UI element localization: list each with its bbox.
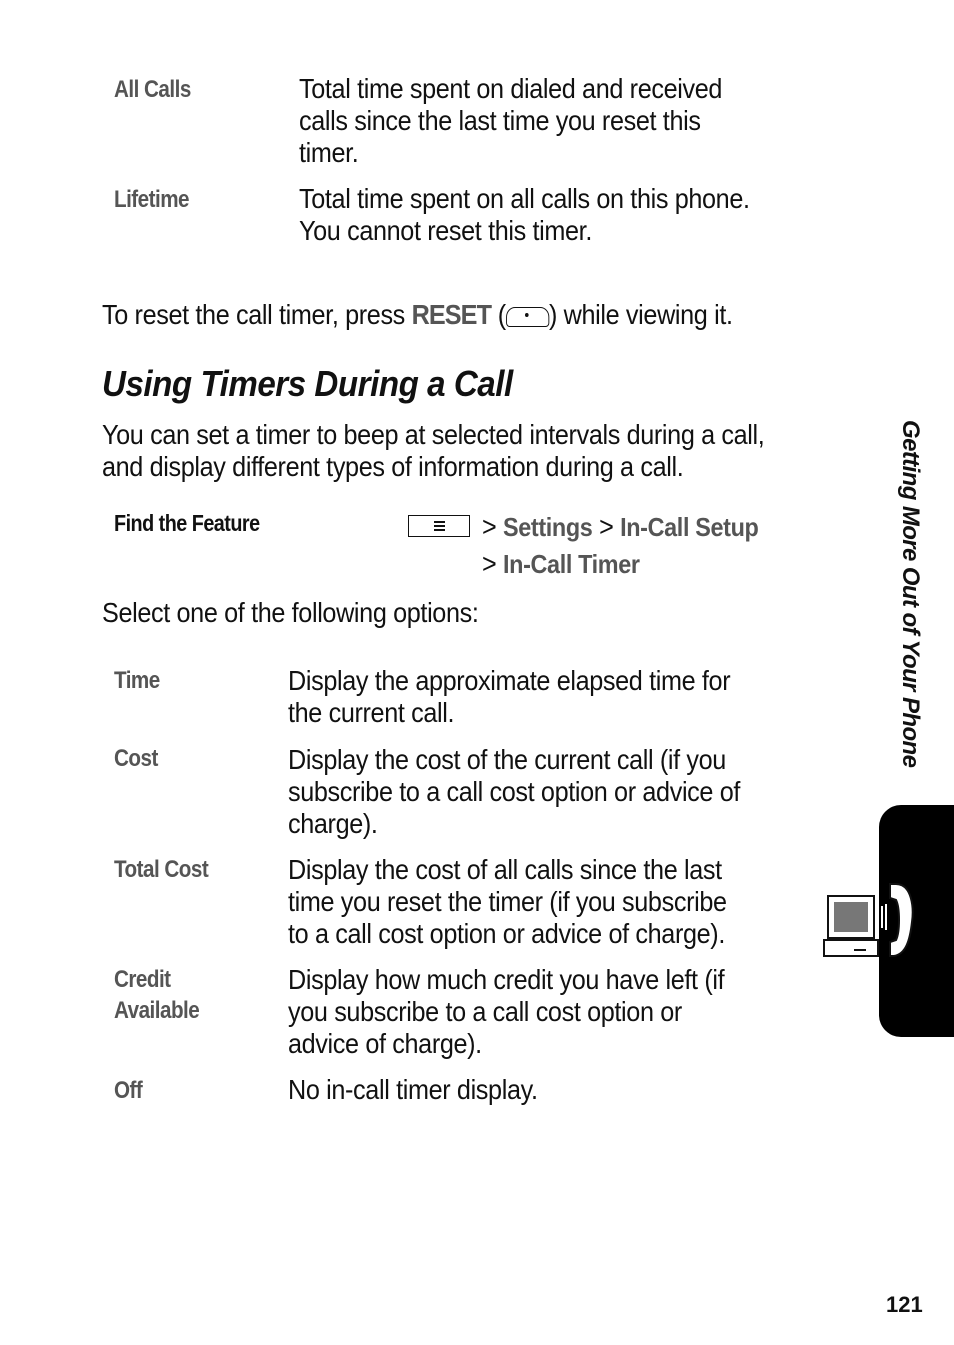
option-desc-cost [288, 744, 740, 840]
chapter-side-title: Getting More Out of Your Phone [897, 420, 924, 768]
desc-line: You cannot reset this timer. [299, 215, 592, 246]
term-line: Available [114, 997, 200, 1024]
select-prompt: Select one of the following options: [102, 597, 479, 628]
soft-key-icon [506, 307, 549, 327]
option-term-off: Off [114, 1077, 143, 1104]
desc-line: Display how much credit you have left (if [288, 964, 725, 995]
path-in-call-timer: In-Call Timer [503, 549, 640, 579]
feature-path-line-2 [482, 548, 640, 580]
reset-note [102, 299, 733, 331]
feature-path-line-1 [482, 511, 758, 543]
desc-line: No in-call timer display. [288, 1074, 538, 1105]
paren-close: ) [548, 299, 558, 330]
path-separator: > [599, 511, 614, 542]
intro-line: and display different types of information during a call. [102, 451, 684, 482]
path-separator: > [482, 511, 497, 542]
option-term-cost: Cost [114, 745, 158, 772]
term-all-calls: All Calls [114, 76, 191, 103]
option-term-total-cost: Total Cost [114, 856, 209, 883]
find-feature-label: Find the Feature [114, 510, 260, 536]
page-number: 121 [886, 1292, 923, 1317]
desc-line: to a call cost option or advice of charge). [288, 918, 725, 949]
desc-line: subscribe to a call cost option or advice of [288, 776, 741, 807]
desc-line: Total time spent on all calls on this phone. [299, 183, 750, 214]
term-line: Credit [114, 966, 171, 993]
paren-open: ( [491, 299, 506, 330]
desc-all-calls [299, 73, 722, 169]
option-term-credit-available [114, 964, 199, 1026]
path-settings: Settings [503, 512, 593, 542]
menu-key-icon [408, 515, 470, 537]
desc-line: Display the cost of the current call (if you [288, 744, 726, 775]
option-desc-time [288, 665, 730, 729]
term-lifetime: Lifetime [114, 186, 190, 213]
desc-line: charge). [288, 808, 378, 839]
desc-line: calls since the last time you reset this [299, 105, 701, 136]
path-in-call-setup: In-Call Setup [620, 512, 759, 542]
reset-note-text: To reset the call timer, press [102, 299, 412, 330]
desc-line: Display the cost of all calls since the last [288, 854, 722, 885]
desc-line: you subscribe to a call cost option or [288, 996, 682, 1027]
desc-line: Display the approximate elapsed time for [288, 665, 731, 696]
intro-line: You can set a timer to beep at selected intervals during a call, [102, 419, 765, 450]
reset-key-label: RESET [411, 299, 492, 330]
desc-line: timer. [299, 137, 359, 168]
section-heading: Using Timers During a Call [102, 363, 513, 404]
computer-phone-icon [820, 878, 916, 964]
option-desc-total-cost [288, 854, 727, 950]
path-separator: > [482, 548, 497, 579]
desc-line: time you reset the timer (if you subscribe [288, 886, 727, 917]
option-desc-off [288, 1074, 538, 1106]
option-term-time: Time [114, 667, 160, 694]
desc-line: advice of charge). [288, 1028, 482, 1059]
desc-line: Total time spent on dialed and received [299, 73, 723, 104]
reset-note-text-end: while viewing it. [557, 299, 733, 330]
option-desc-credit-available [288, 964, 724, 1060]
desc-line: the current call. [288, 697, 455, 728]
desc-lifetime [299, 183, 750, 247]
